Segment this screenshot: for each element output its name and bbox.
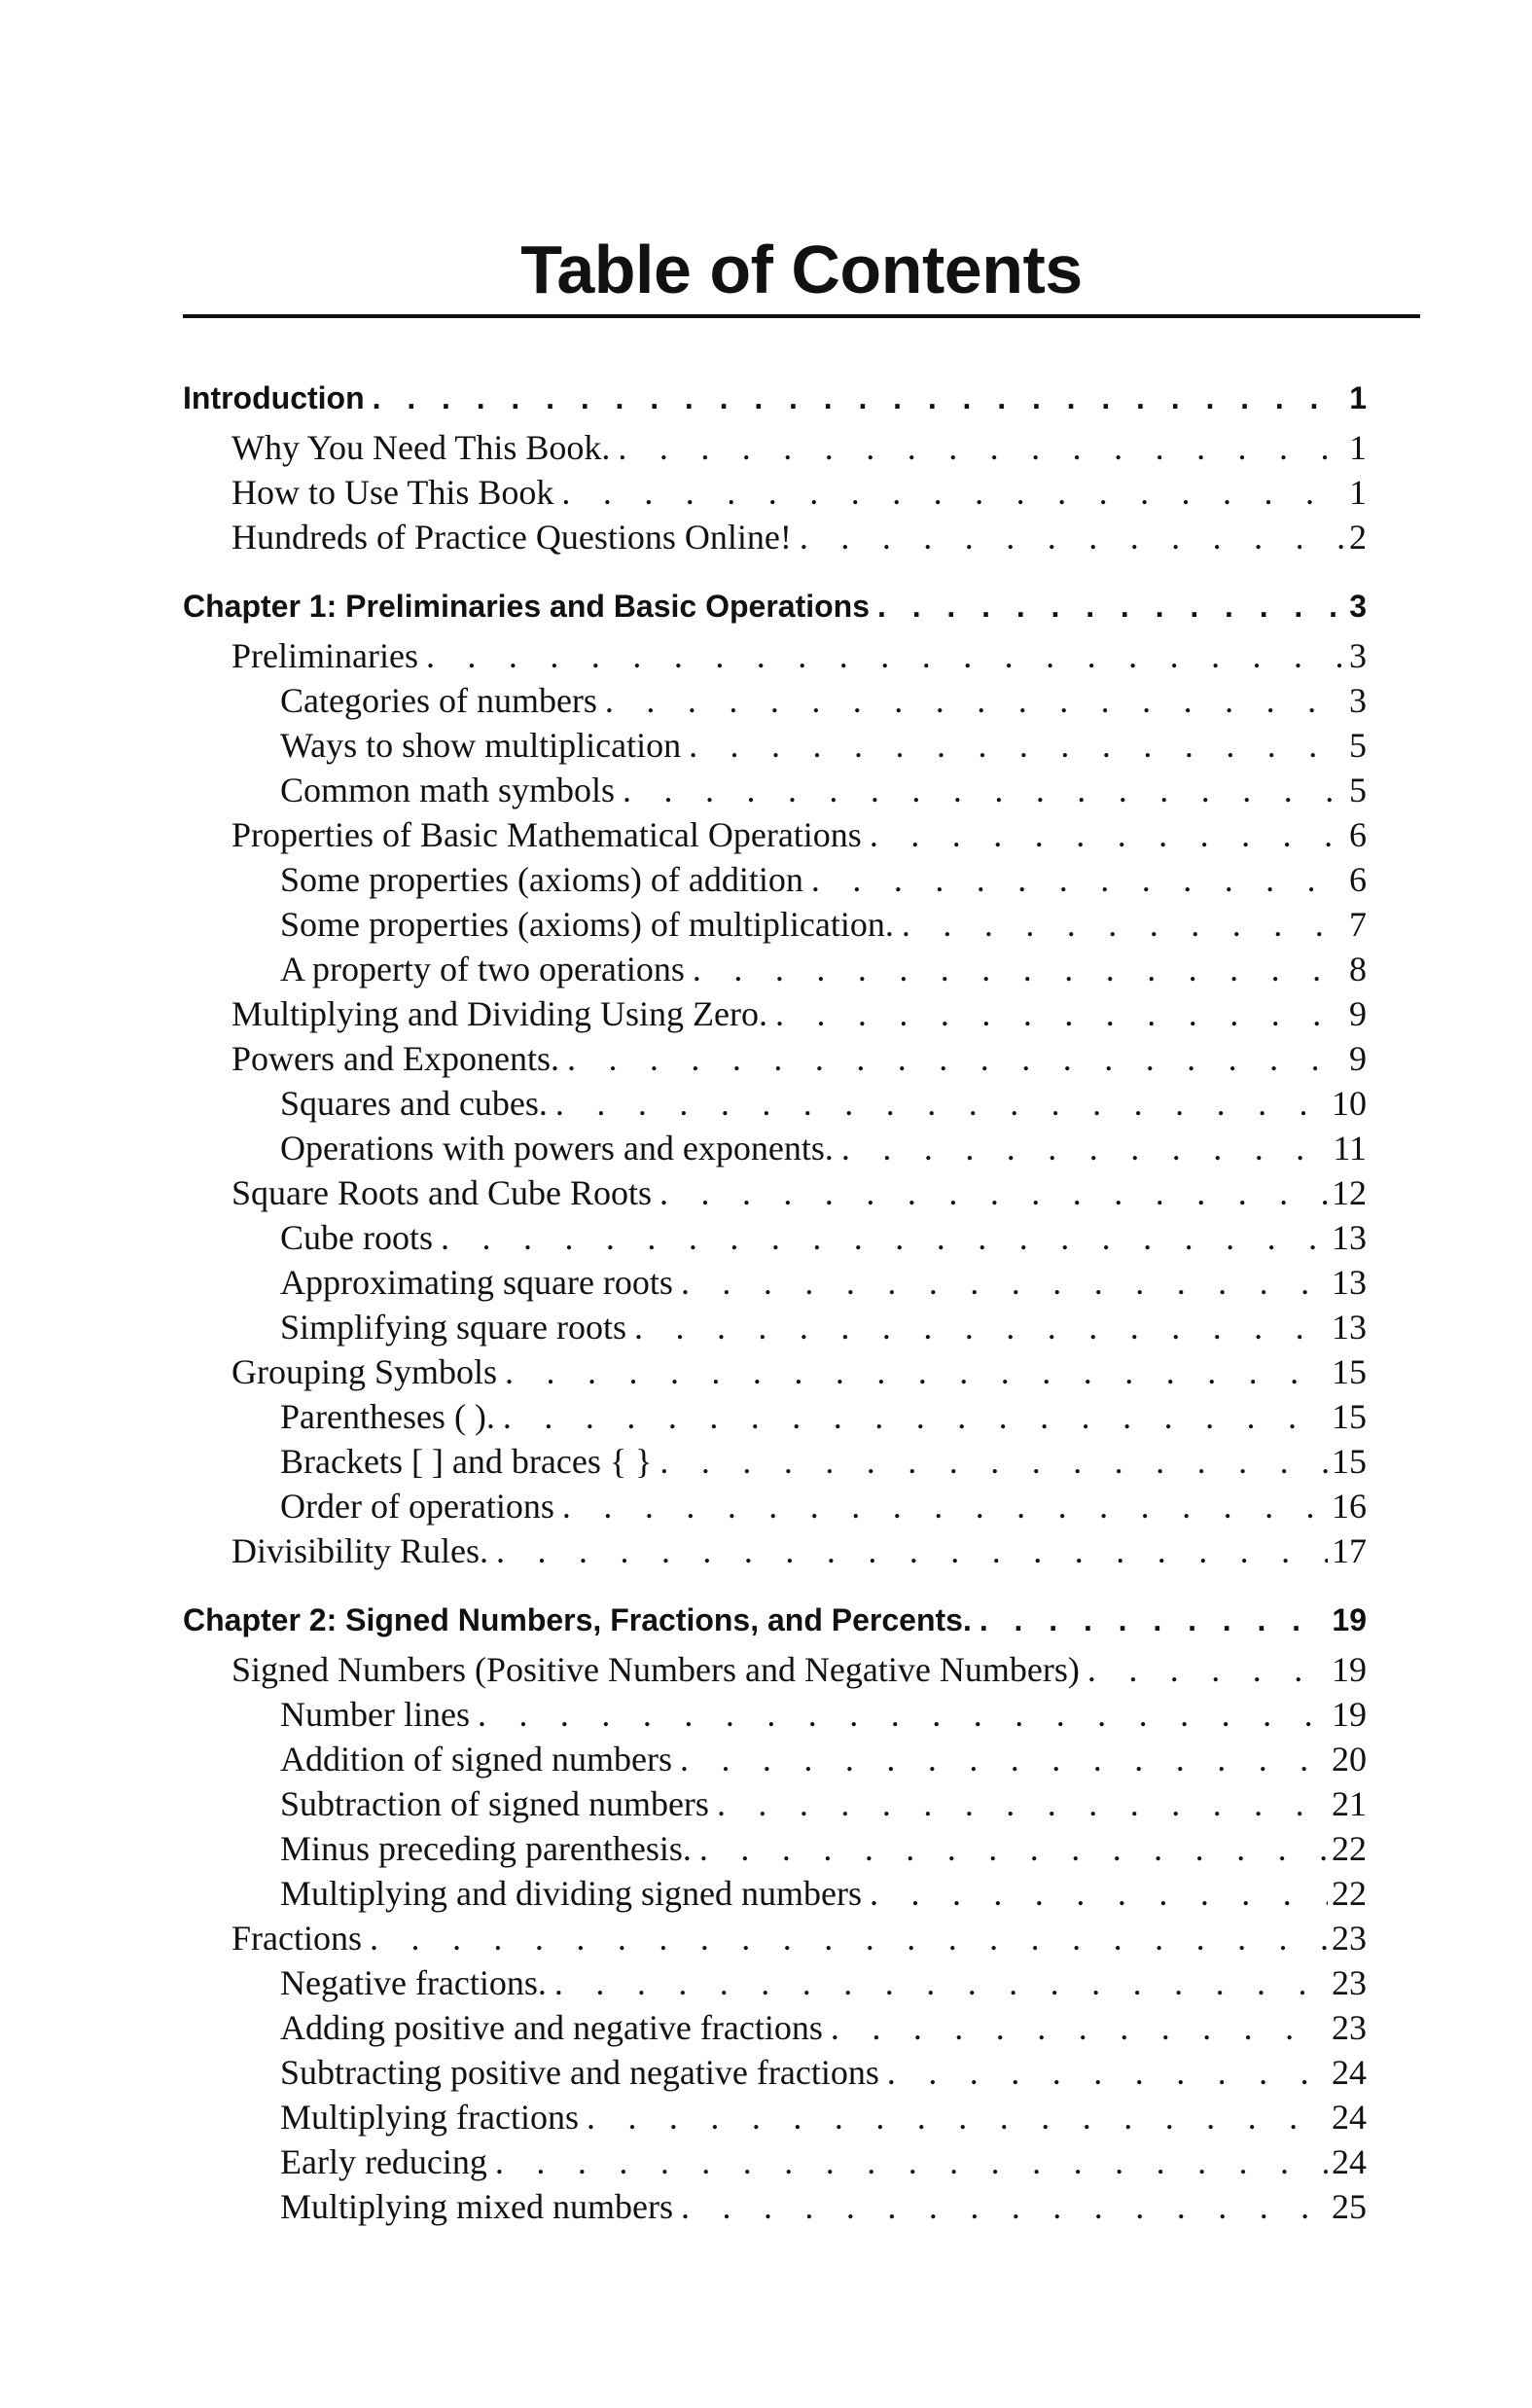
dot-leader <box>495 2139 1328 2184</box>
dot-leader <box>478 1692 1328 1737</box>
dot-leader <box>1087 1647 1328 1692</box>
dot-leader <box>887 2050 1328 2095</box>
entry-title: Introduction <box>183 380 365 415</box>
page-number: 22 <box>1332 1829 1367 1868</box>
entry-title: Operations with powers and exponents. <box>280 1129 834 1168</box>
toc-section-entry <box>183 1036 1367 1081</box>
dot-leader <box>870 812 1345 857</box>
toc-section <box>183 375 1367 559</box>
toc-subsection-entry <box>183 2050 1367 2095</box>
entry-title: Grouping Symbols <box>232 1352 498 1391</box>
page-number: 3 <box>1349 589 1367 624</box>
entry-title: Multiplying and Dividing Using Zero. <box>232 994 767 1033</box>
entry-title: Squares and cubes. <box>280 1084 548 1123</box>
page-number: 24 <box>1332 2053 1367 2092</box>
dot-leader <box>555 1081 1328 1126</box>
entry-title: Minus preceding parenthesis. <box>280 1829 692 1868</box>
entry-title: Approximating square roots <box>280 1263 673 1302</box>
page-number: 23 <box>1332 2008 1367 2047</box>
toc-section-entry <box>183 1170 1367 1215</box>
title-rule <box>183 314 1420 318</box>
page-number: 12 <box>1332 1173 1367 1212</box>
dot-leader <box>980 1597 1329 1643</box>
dot-leader <box>800 515 1345 559</box>
page-number: 24 <box>1332 2098 1367 2137</box>
page-number: 19 <box>1332 1602 1367 1637</box>
dot-leader <box>689 723 1345 768</box>
entry-title: Properties of Basic Mathematical Operations <box>232 815 862 854</box>
dot-leader <box>634 1305 1328 1349</box>
dot-leader <box>877 583 1345 629</box>
toc-subsection-entry <box>183 1692 1367 1737</box>
page-number: 11 <box>1333 1129 1367 1168</box>
entry-title: Addition of signed numbers <box>280 1740 672 1779</box>
page-number: 1 <box>1349 428 1367 467</box>
dot-leader <box>680 1737 1328 1781</box>
entry-title: Multiplying fractions <box>280 2098 579 2137</box>
toc-subsection-entry <box>183 2095 1367 2139</box>
dot-leader <box>681 2184 1328 2229</box>
page-number: 9 <box>1349 994 1367 1033</box>
dot-leader <box>618 425 1345 470</box>
entry-title: Subtracting positive and negative fractions <box>280 2053 879 2092</box>
dot-leader <box>811 857 1345 902</box>
toc-section-entry <box>183 1528 1367 1573</box>
page-number: 5 <box>1349 771 1367 809</box>
toc-section-entry <box>183 1647 1367 1692</box>
entry-title: Order of operations <box>280 1487 554 1526</box>
page-number: 19 <box>1332 1650 1367 1689</box>
page-number: 5 <box>1349 726 1367 765</box>
entry-title: Some properties (axioms) of multiplication. <box>280 905 894 944</box>
toc-section-entry <box>183 633 1367 678</box>
entry-title: Divisibility Rules. <box>232 1531 489 1570</box>
entry-title: Chapter 2: Signed Numbers, Fractions, and Percents. <box>183 1602 972 1637</box>
entry-title: Brackets [ ] and braces { } <box>280 1442 653 1481</box>
entry-title: Multiplying and dividing signed numbers <box>280 1874 862 1913</box>
page-number: 10 <box>1332 1084 1367 1123</box>
entry-title: Hundreds of Practice Questions Online! <box>232 518 792 557</box>
entry-title: How to Use This Book <box>232 473 554 512</box>
dot-leader <box>681 1260 1328 1305</box>
toc-section <box>183 583 1367 1573</box>
toc-subsection-entry <box>183 1126 1367 1170</box>
page-number: 15 <box>1332 1442 1367 1481</box>
page-number: 3 <box>1349 636 1367 675</box>
toc-section-entry <box>183 425 1367 470</box>
toc-subsection-entry <box>183 1737 1367 1781</box>
table-of-contents <box>183 375 1367 2229</box>
toc-subsection-entry <box>183 1826 1367 1871</box>
page-number: 21 <box>1332 1784 1367 1823</box>
toc-subsection-entry <box>183 768 1367 812</box>
dot-leader <box>567 1036 1345 1081</box>
entry-title: Adding positive and negative fractions <box>280 2008 823 2047</box>
page-number: 1 <box>1349 473 1367 512</box>
toc-section-entry <box>183 470 1367 515</box>
dot-leader <box>717 1781 1328 1826</box>
toc-chapter-heading <box>183 1597 1367 1643</box>
toc-chapter-heading <box>183 583 1367 629</box>
dot-leader <box>554 1960 1328 2005</box>
toc-subsection-entry <box>183 1871 1367 1916</box>
dot-leader <box>775 991 1345 1036</box>
dot-leader <box>831 2005 1328 2050</box>
page-number: 22 <box>1332 1874 1367 1913</box>
page-number: 9 <box>1349 1039 1367 1078</box>
entry-title: Ways to show multiplication <box>280 726 682 765</box>
toc-subsection-entry <box>183 1081 1367 1126</box>
page-number: 13 <box>1332 1218 1367 1257</box>
entry-title: Some properties (axioms) of addition <box>280 860 803 899</box>
dot-leader <box>623 768 1345 812</box>
dot-leader <box>370 1916 1328 1960</box>
entry-title: Categories of numbers <box>280 681 597 720</box>
entry-title: Parentheses ( ). <box>280 1397 495 1436</box>
toc-subsection-entry <box>183 2184 1367 2229</box>
page-number: 3 <box>1349 681 1367 720</box>
toc-subsection-entry <box>183 678 1367 723</box>
dot-leader <box>441 1215 1328 1260</box>
toc-subsection-entry <box>183 1484 1367 1528</box>
toc-subsection-entry <box>183 1215 1367 1260</box>
page-number: 23 <box>1332 1919 1367 1958</box>
dot-leader <box>902 902 1345 947</box>
dot-leader <box>659 1439 1328 1484</box>
entry-title: Cube roots <box>280 1218 433 1257</box>
page-number: 1 <box>1349 380 1367 415</box>
toc-subsection-entry <box>183 857 1367 902</box>
page-number: 24 <box>1332 2142 1367 2181</box>
toc-chapter-heading <box>183 375 1367 421</box>
toc-section <box>183 1597 1367 2229</box>
entry-title: Multiplying mixed numbers <box>280 2187 673 2226</box>
dot-leader <box>605 678 1345 723</box>
toc-section-entry <box>183 812 1367 857</box>
page-number: 6 <box>1349 815 1367 854</box>
toc-subsection-entry <box>183 2139 1367 2184</box>
page-number: 13 <box>1332 1263 1367 1302</box>
entry-title: Square Roots and Cube Roots <box>232 1173 652 1212</box>
toc-subsection-entry <box>183 723 1367 768</box>
entry-title: A property of two operations <box>280 950 685 988</box>
entry-title: Signed Numbers (Positive Numbers and Negative Numbers) <box>232 1650 1080 1689</box>
toc-section-entry <box>183 515 1367 559</box>
dot-leader <box>587 2095 1328 2139</box>
toc-subsection-entry <box>183 1960 1367 2005</box>
page-number: 6 <box>1349 860 1367 899</box>
page-number: 25 <box>1332 2187 1367 2226</box>
dot-leader <box>562 1484 1328 1528</box>
dot-leader <box>841 1126 1329 1170</box>
dot-leader <box>503 1394 1328 1439</box>
entry-title: Why You Need This Book. <box>232 428 611 467</box>
page-number: 16 <box>1332 1487 1367 1526</box>
page-number: 15 <box>1332 1397 1367 1436</box>
page-number: 7 <box>1349 905 1367 944</box>
entry-title: Preliminaries <box>232 636 418 675</box>
entry-title: Subtraction of signed numbers <box>280 1784 709 1823</box>
page-number: 17 <box>1332 1531 1367 1570</box>
entry-title: Simplifying square roots <box>280 1308 626 1347</box>
dot-leader <box>870 1871 1328 1916</box>
dot-leader <box>561 470 1345 515</box>
toc-section-entry <box>183 1916 1367 1960</box>
toc-subsection-entry <box>183 947 1367 991</box>
entry-title: Fractions <box>232 1919 362 1958</box>
toc-subsection-entry <box>183 2005 1367 2050</box>
entry-title: Number lines <box>280 1695 470 1734</box>
toc-subsection-entry <box>183 1439 1367 1484</box>
page-number: 2 <box>1349 518 1367 557</box>
entry-title: Chapter 1: Preliminaries and Basic Operations <box>183 589 871 624</box>
page-number: 13 <box>1332 1308 1367 1347</box>
toc-subsection-entry <box>183 902 1367 947</box>
dot-leader <box>699 1826 1328 1871</box>
toc-subsection-entry <box>183 1305 1367 1349</box>
page-number: 19 <box>1332 1695 1367 1734</box>
entry-title: Powers and Exponents. <box>232 1039 559 1078</box>
dot-leader <box>659 1170 1328 1215</box>
toc-subsection-entry <box>183 1260 1367 1305</box>
entry-title: Negative fractions. <box>280 1963 547 2002</box>
toc-subsection-entry <box>183 1394 1367 1439</box>
page-number: 8 <box>1349 950 1367 988</box>
dot-leader <box>373 375 1346 421</box>
toc-section-entry <box>183 1349 1367 1394</box>
dot-leader <box>496 1528 1328 1573</box>
page-number: 15 <box>1332 1352 1367 1391</box>
entry-title: Common math symbols <box>280 771 616 809</box>
dot-leader <box>505 1349 1328 1394</box>
page-number: 20 <box>1332 1740 1367 1779</box>
page-title: Table of Contents <box>520 232 1083 307</box>
dot-leader <box>693 947 1345 991</box>
page-number: 23 <box>1332 1963 1367 2002</box>
entry-title: Early reducing <box>280 2142 487 2181</box>
toc-section-entry <box>183 991 1367 1036</box>
dot-leader <box>426 633 1345 678</box>
toc-subsection-entry <box>183 1781 1367 1826</box>
